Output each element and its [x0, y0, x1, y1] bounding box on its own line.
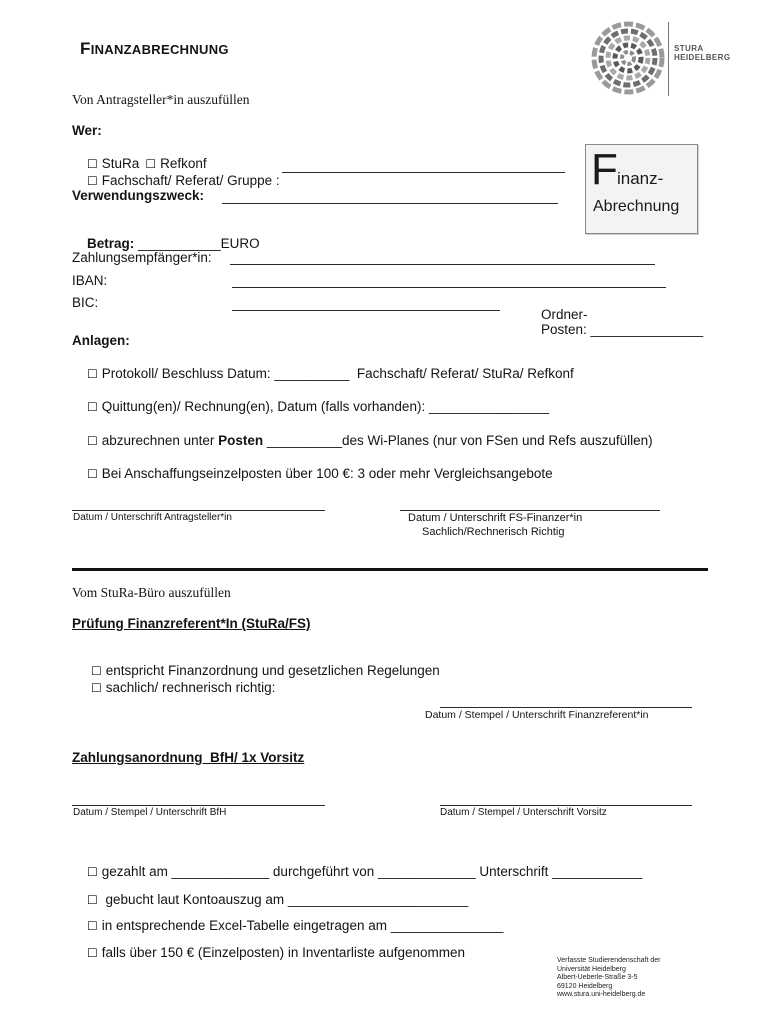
- inventar-row: [72, 929, 465, 977]
- ordner-posten-field[interactable]: Posten: _______________: [541, 322, 704, 337]
- checkbox-inventar[interactable]: ☐: [87, 946, 98, 960]
- fachschaft-fill-line[interactable]: [282, 172, 565, 173]
- verwendungszweck-label: Verwendungszweck:: [72, 188, 205, 203]
- ordner-label: Ordner-: [541, 307, 588, 322]
- signature-line-fs-finanzer[interactable]: [400, 510, 660, 511]
- stura-logo-icon: [588, 18, 670, 100]
- abzurechnen-text-post: __________des Wi-Planes (nur von FSen und Refs auszufüllen): [263, 433, 653, 448]
- logo-text-heidelberg: HEIDELBERG: [674, 53, 731, 62]
- logo-divider: [668, 22, 669, 96]
- bic-label: BIC:: [72, 295, 99, 310]
- section-separator: [72, 568, 708, 571]
- finanz-abrechnung-box: [585, 144, 698, 234]
- signature-line-vorsitz[interactable]: [440, 805, 692, 806]
- checkbox-gezahlt[interactable]: ☐: [87, 865, 98, 879]
- option-refkonf-label: Refkonf: [160, 156, 207, 171]
- option-fachschaft-label: Fachschaft/ Referat/ Gruppe :: [101, 173, 280, 188]
- iban-fill-line[interactable]: [232, 287, 666, 288]
- checkbox-protokoll[interactable]: ☐: [87, 367, 98, 381]
- verwendungszweck-fill-line[interactable]: [222, 203, 558, 204]
- finanz-box-line1: inanz-: [617, 169, 664, 188]
- signature-note-fs-finanzer: Sachlich/Rechnerisch Richtig: [422, 526, 565, 538]
- signature-label-bfh: Datum / Stempel / Unterschrift BfH: [73, 807, 227, 818]
- signature-label-vorsitz: Datum / Stempel / Unterschrift Vorsitz: [440, 807, 607, 818]
- logo-text-stura: STURA: [674, 44, 704, 53]
- wer-label: Wer:: [72, 123, 102, 138]
- anlagen-label: Anlagen:: [72, 333, 130, 348]
- betrag-field[interactable]: ___________EURO: [134, 236, 260, 251]
- signature-label-fs-finanzer: Datum / Unterschrift FS-Finanzer*in: [408, 512, 583, 524]
- page-title: FINANZABRECHNUNG: [80, 39, 229, 58]
- checkbox-abzurechnen[interactable]: ☐: [87, 434, 98, 448]
- checkbox-stura[interactable]: ☐: [87, 157, 98, 171]
- pruefung-finanzordnung-label: entspricht Finanzordnung und gesetzlichen Regelungen: [105, 663, 440, 678]
- footer-line: Universität Heidelberg: [557, 965, 626, 973]
- signature-line-applicant[interactable]: [72, 510, 325, 511]
- footer-line: Albert-Ueberle-Straße 3-5: [557, 974, 638, 982]
- excel-label: in entsprechende Excel-Tabelle eingetragen am _______________: [101, 918, 504, 933]
- zahlungsempfaenger-fill-line[interactable]: [230, 264, 655, 265]
- signature-label-applicant: Datum / Unterschrift Antragsteller*in: [73, 512, 232, 523]
- signature-line-finanzreferent[interactable]: [440, 707, 692, 708]
- checkbox-anschaffung[interactable]: ☐: [87, 467, 98, 481]
- zahlungsanordnung-title: Zahlungsanordnung BfH/ 1x Vorsitz: [72, 750, 305, 765]
- finanz-box-line2: Abrechnung: [593, 198, 680, 215]
- anlage-quittung-label: Quittung(en)/ Rechnung(en), Datum (falls vorhanden): ________________: [101, 399, 550, 414]
- gebucht-label: gebucht laut Kontoauszug am ________________________: [101, 892, 469, 907]
- checkbox-fachschaft[interactable]: ☐: [87, 174, 98, 188]
- anlage-protokoll-label: Protokoll/ Beschluss Datum: __________ Fachschaft/ Referat/ StuRa/ Refkonf: [101, 366, 574, 381]
- option-stura-label: StuRa: [101, 156, 140, 171]
- pruefung-sachlich-label: sachlich/ rechnerisch richtig:: [105, 680, 276, 695]
- finanz-box-initial: F: [591, 145, 618, 194]
- checkbox-quittung[interactable]: ☐: [87, 400, 98, 414]
- checkbox-sachlich[interactable]: ☐: [91, 681, 102, 695]
- iban-label: IBAN:: [72, 273, 108, 288]
- footer-website[interactable]: www.stura.uni-heidelberg.de: [557, 991, 646, 999]
- zahlungsempfaenger-label: Zahlungsempfänger*in:: [72, 250, 212, 265]
- checkbox-refkonf[interactable]: ☐: [145, 157, 157, 171]
- bic-fill-line[interactable]: [232, 310, 500, 311]
- checkbox-gebucht[interactable]: ☐: [87, 893, 98, 907]
- anlage-anschaffung-row: [72, 450, 553, 498]
- pruefung-title: Prüfung Finanzreferent*In (StuRa/FS): [72, 616, 311, 631]
- signature-line-bfh[interactable]: [72, 805, 325, 806]
- footer-line: 69120 Heidelberg: [557, 982, 613, 990]
- footer-line: Verfasste Studierendenschaft der: [557, 957, 661, 964]
- signature-label-finanzreferent: Datum / Stempel / Unterschrift Finanzreferent*in: [425, 709, 649, 721]
- inventar-label: falls über 150 € (Einzelposten) in Inventarliste aufgenommen: [101, 945, 465, 960]
- checkbox-finanzordnung[interactable]: ☐: [91, 664, 102, 678]
- checkbox-excel[interactable]: ☐: [87, 919, 98, 933]
- anlage-anschaffung-label: Bei Anschaffungseinzelposten über 100 €: 3 oder mehr Vergleichsangebote: [101, 466, 553, 481]
- footer-address: [557, 957, 661, 1000]
- gezahlt-label: gezahlt am _____________ durchgeführt von _____________ Unterschrift ____________: [101, 864, 643, 879]
- betrag-label: Betrag:: [87, 236, 135, 251]
- section-heading-office: Vom StuRa-Büro auszufüllen: [72, 585, 231, 600]
- abzurechnen-text-pre: abzurechnen unter: [101, 433, 219, 448]
- section-heading-applicant: Von Antragsteller*in auszufüllen: [72, 92, 250, 107]
- pruefung-sachlich-row: [76, 664, 275, 712]
- abzurechnen-text-posten: Posten: [218, 433, 264, 448]
